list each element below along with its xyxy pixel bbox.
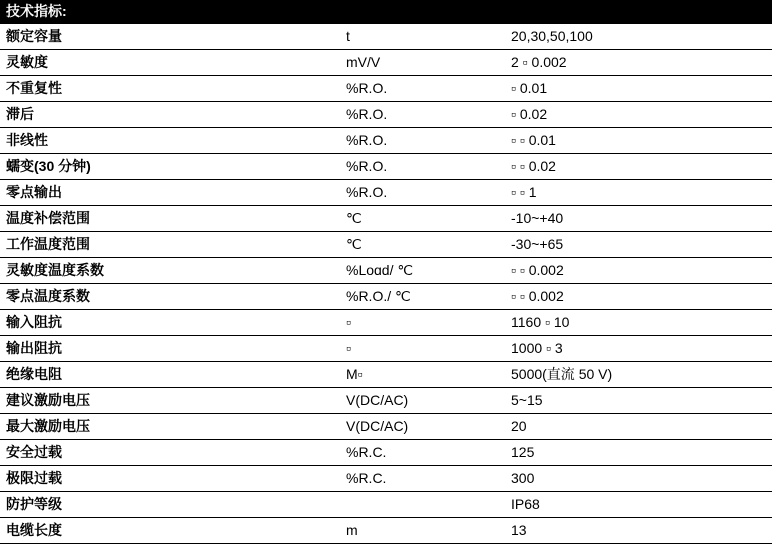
table-row [0,492,772,518]
spec-unit: t [340,24,505,50]
spec-value: ▫ ▫ 0.002 [505,284,772,310]
spec-value: 2 ▫ 0.002 [505,50,772,76]
spec-unit: %R.O. [340,180,505,206]
spec-value: -30~+65 [505,232,772,258]
table-row [0,128,772,154]
spec-name: 电缆长度 [0,518,340,544]
table-row [0,154,772,180]
spec-value: 1000 ▫ 3 [505,336,772,362]
spec-unit: ▫ [340,336,505,362]
spec-value: 20 [505,414,772,440]
spec-name: 防护等级 [0,492,340,518]
table-row [0,102,772,128]
spec-unit [340,492,505,518]
table-row [0,76,772,102]
spec-unit: ℃ [340,232,505,258]
spec-unit: V(DC/AC) [340,388,505,414]
table-row [0,440,772,466]
spec-value: 20,30,50,100 [505,24,772,50]
table-row [0,258,772,284]
table-row [0,518,772,544]
table-row [0,362,772,388]
spec-name: 滞后 [0,102,340,128]
spec-value: 5~15 [505,388,772,414]
spec-unit: %R.O. [340,128,505,154]
spec-name: 安全过载 [0,440,340,466]
spec-name: 绝缘电阻 [0,362,340,388]
table-row [0,232,772,258]
spec-value: ▫ ▫ 0.02 [505,154,772,180]
spec-value: ▫ ▫ 1 [505,180,772,206]
spec-name: 不重复性 [0,76,340,102]
page-title: 技术指标: [6,3,67,19]
spec-name: 灵敏度温度系数 [0,258,340,284]
spec-value: 1160 ▫ 10 [505,310,772,336]
spec-unit: ℃ [340,206,505,232]
spec-name: 输入阻抗 [0,310,340,336]
table-row [0,50,772,76]
spec-name: 极限过载 [0,466,340,492]
spec-unit: %R.O./ ℃ [340,284,505,310]
spec-name: 蠕变(30 分钟) [0,154,340,180]
table-row [0,336,772,362]
spec-name: 非线性 [0,128,340,154]
table-row [0,466,772,492]
table-row [0,206,772,232]
spec-value: ▫ ▫ 0.002 [505,258,772,284]
spec-name: 温度补偿范围 [0,206,340,232]
spec-unit: %R.O. [340,154,505,180]
spec-unit: %R.C. [340,440,505,466]
spec-unit: %R.C. [340,466,505,492]
table-row [0,24,772,50]
table-row [0,180,772,206]
spec-unit: mV/V [340,50,505,76]
spec-value: ▫ 0.02 [505,102,772,128]
spec-name: 输出阻抗 [0,336,340,362]
spec-unit: %R.O. [340,76,505,102]
spec-name: 工作温度范围 [0,232,340,258]
spec-name: 零点输出 [0,180,340,206]
table-row [0,388,772,414]
spec-value: IP68 [505,492,772,518]
spec-name: 零点温度系数 [0,284,340,310]
spec-name: 建议激励电压 [0,388,340,414]
spec-unit: ▫ [340,310,505,336]
spec-name: 最大激励电压 [0,414,340,440]
spec-unit: V(DC/AC) [340,414,505,440]
spec-unit: m [340,518,505,544]
table-row [0,284,772,310]
spec-value: 5000(直流 50 V) [505,362,772,388]
table-row [0,414,772,440]
spec-unit: M▫ [340,362,505,388]
spec-value: -10~+40 [505,206,772,232]
table-body [0,24,772,544]
spec-value: 13 [505,518,772,544]
spec-value: 300 [505,466,772,492]
spec-value: ▫ ▫ 0.01 [505,128,772,154]
spec-value: ▫ 0.01 [505,76,772,102]
table-header-row [0,0,772,24]
spec-name: 灵敏度 [0,50,340,76]
table-row [0,310,772,336]
spec-unit: %R.O. [340,102,505,128]
spec-name: 额定容量 [0,24,340,50]
spec-value: 125 [505,440,772,466]
spec-unit: %Loɑd/ ℃ [340,258,505,284]
